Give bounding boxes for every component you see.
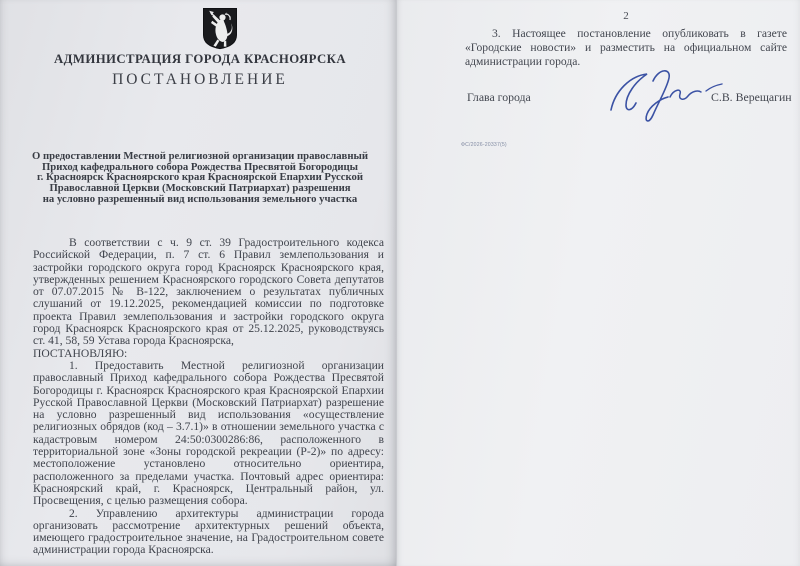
title-line: Приход кафедрального собора Рождества Пресвятой Богородицы — [41, 160, 359, 173]
paragraph-item-1: 1. Предоставить Местной религиозной организации православный Приход кафедрального собора Рождества Пресвятой Богородицы г. Красноярск Красноярского края Красноярской Епархии Русской Православной Церкви (Московский Патриархат) разрешение на условно разрешенный вид использования «осуществление религиозных обрядов (код – 3.7.1)» в отношении земельного участка с кадастровым номером 24:50:0300286:86, расположенного в территориальной зоне «Зоны городской рекреации (Р-2)» по адресу: местоположение установлено относительно ориентира, расположенного за пределами участка. Почтовый адрес ориентира: Красноярский край, г. Красноярск, Центральный район, ул. Просвещения, с целью размещения собора. — [33, 358, 384, 508]
page-2 — [397, 0, 800, 566]
krasnoyarsk-coat-of-arms-icon — [202, 7, 238, 50]
organization-name: АДМИНИСТРАЦИЯ ГОРОДА КРАСНОЯРСКА — [54, 52, 346, 66]
signature-stroke — [670, 90, 701, 99]
signer-name: С.В. Верещагин — [711, 90, 792, 104]
paragraph-item-3: 3. Настоящее постановление опубликовать в газете «Городские новости» и разместить на официальном сайте администрации города. — [465, 27, 787, 68]
signature-stroke — [646, 71, 669, 121]
document-body — [33, 237, 384, 557]
title-line: г. Красноярск Красноярского края Красноярской Епархии Русской — [37, 171, 363, 184]
document-title — [20, 151, 380, 205]
paragraph-resolve-word: ПОСТАНОВЛЯЮ: — [33, 346, 128, 360]
document-registry-code: ФС/2026-20337(5) — [461, 142, 507, 148]
page-1 — [0, 0, 397, 566]
page-number: 2 — [623, 10, 629, 22]
signer-title: Глава города — [467, 90, 531, 104]
signature-stroke — [611, 74, 647, 110]
document-type-heading: ПОСТАНОВЛЕНИЕ — [112, 71, 288, 88]
paragraph-preamble: В соответствии с ч. 9 ст. 39 Градостроительного кодекса Российской Федерации, п. 7 ст. 6 Правил землепользования и застройки городского округа город Красноярск Красноярского края, утвержденных решением Красноярского городского Совета депутатов от 07.07.2015 № В-122, заключением о результатах публичных слушаний от 19.12.2025, рекомендацией комиссии по подготовке проекта Правил землепользования и застройки городского округа город Красноярск Красноярского края от 25.12.2025, руководствуясь ст. 41, 58, 59 Устава города Красноярска, — [33, 236, 384, 348]
title-line: О предоставлении Местной религиозной организации православный — [32, 150, 368, 162]
title-line: на условно разрешенный вид использования земельного участка — [42, 192, 358, 205]
paragraph-item-2: 2. Управлению архитектуры администрации города организовать рассмотрение архитектурных решений объекта, имеющего градостроительное значение, на Градостроительном совете администрации города Красноярска. — [33, 506, 384, 557]
title-line: Православной Церкви (Московский Патриархат) разрешения — [49, 182, 351, 195]
